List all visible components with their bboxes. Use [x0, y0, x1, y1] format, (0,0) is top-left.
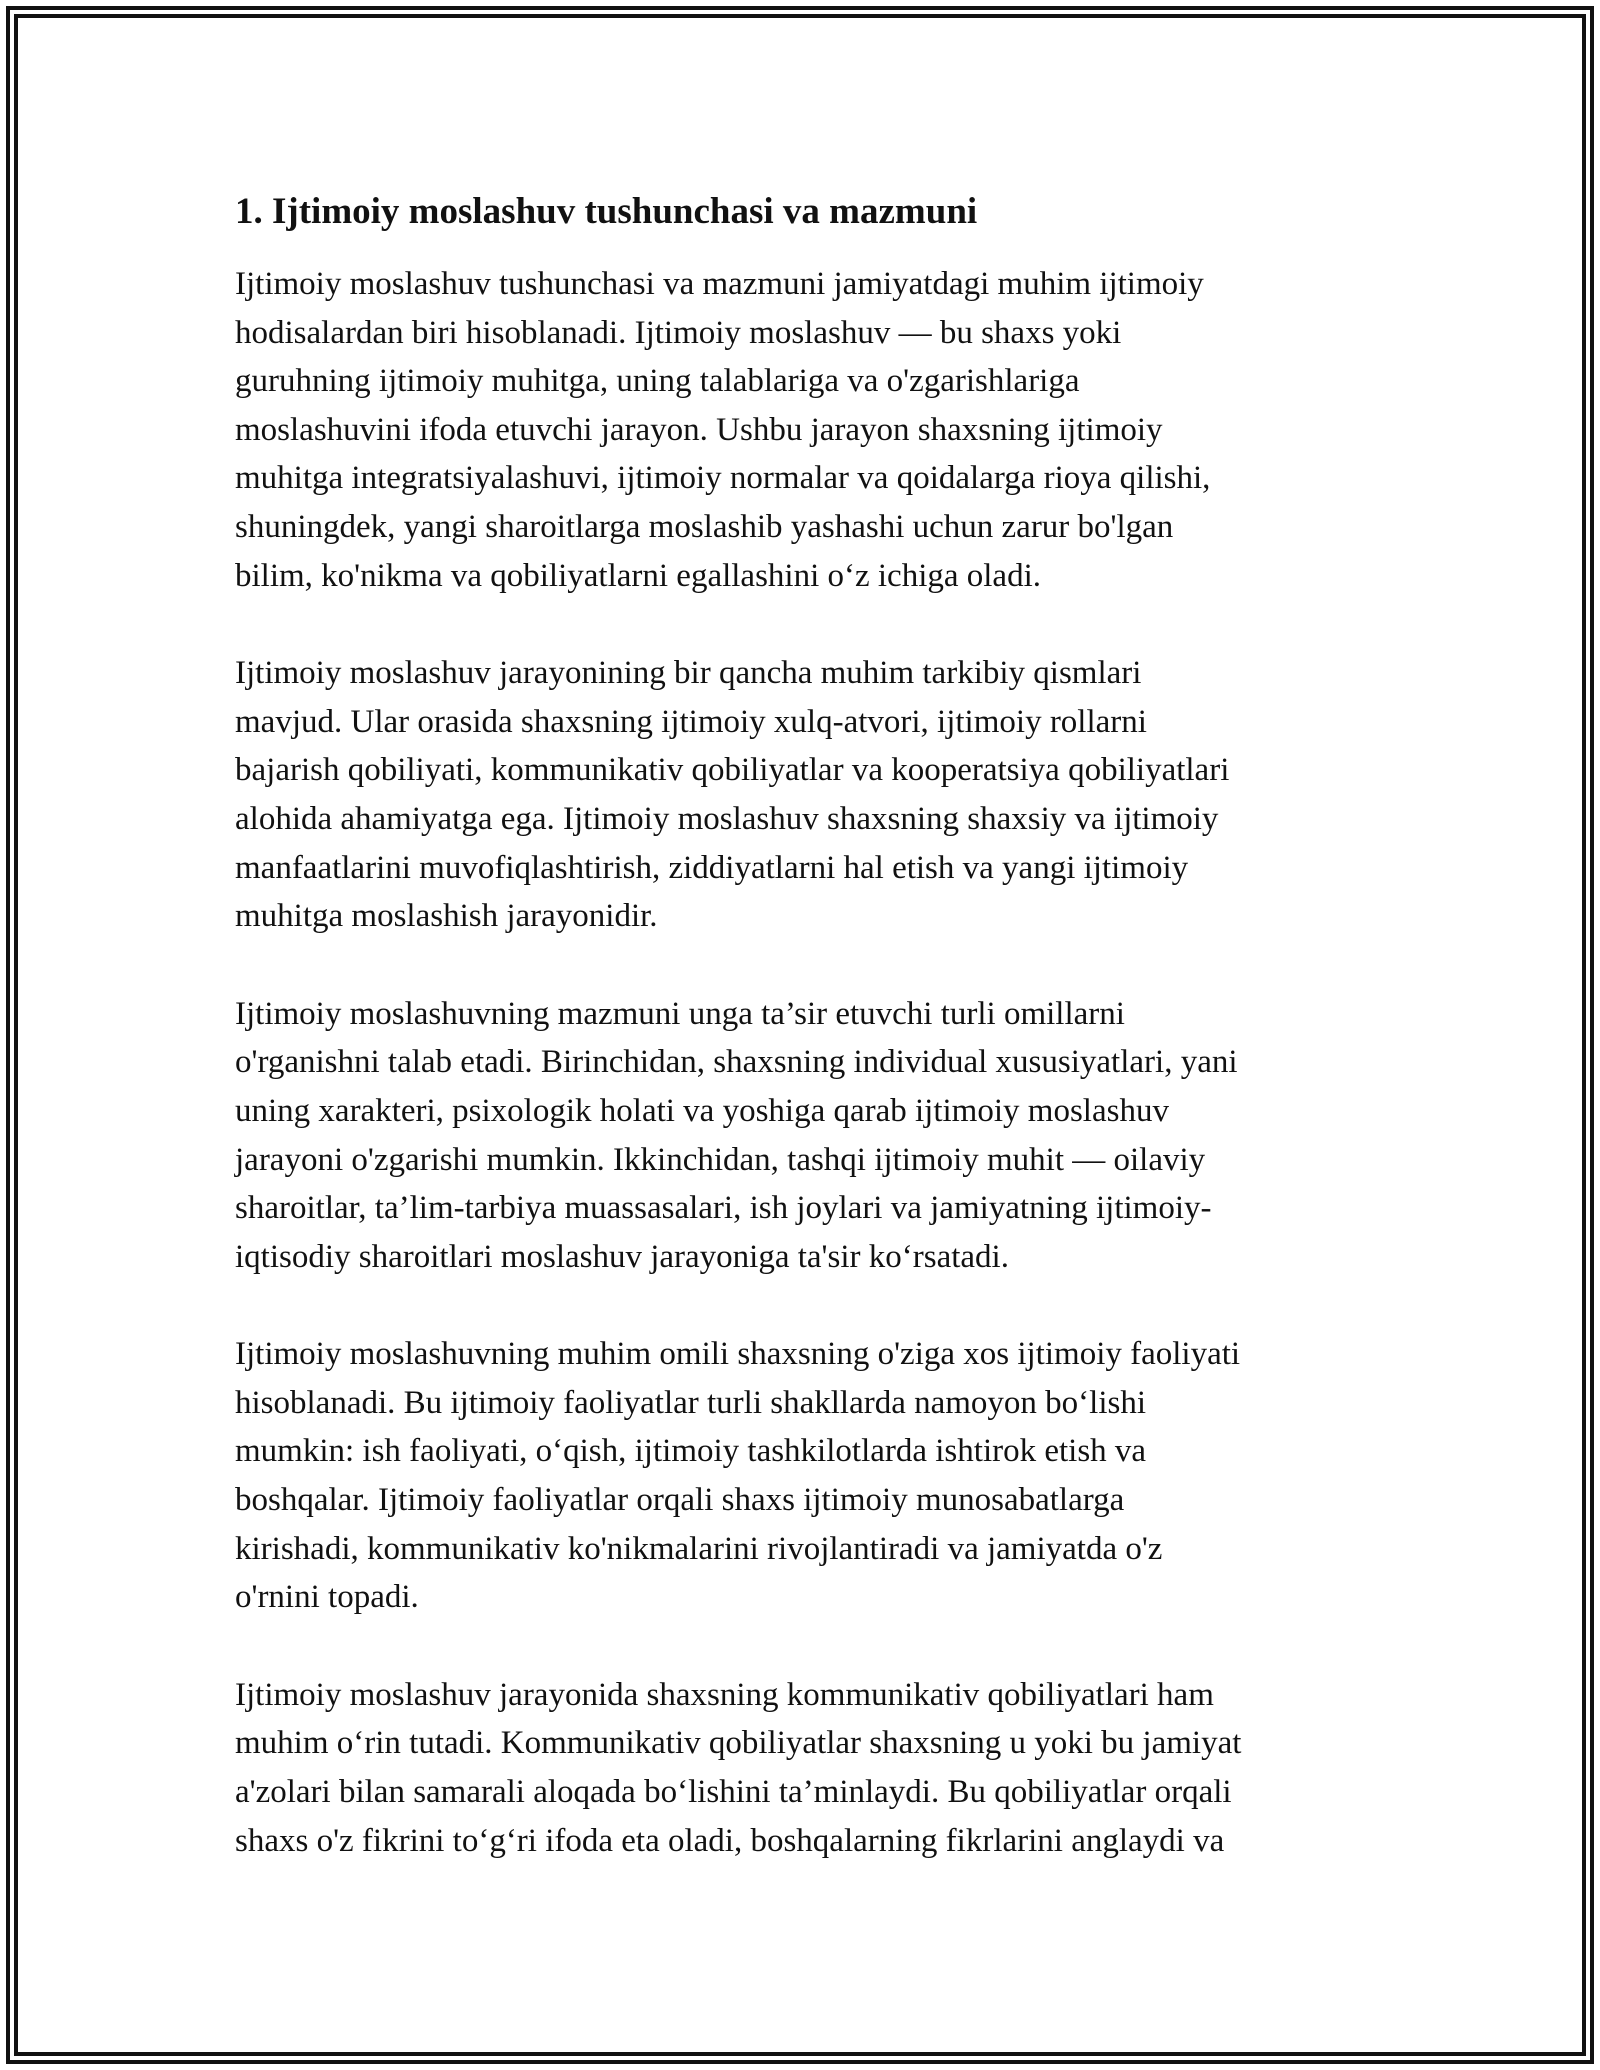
text-line: a'zolari bilan samarali aloqada boʻlishini ta’minlaydi. Bu qobiliyatlar orqali: [235, 1774, 1232, 1811]
paragraph-5: [235, 1671, 1365, 1865]
text-line: Ijtimoiy moslashuv jarayonining bir qancha muhim tarkibiy qismlari: [235, 655, 1142, 692]
paragraph-2: [235, 649, 1365, 941]
text-line: sharoitlar, ta’lim-tarbiya muassasalari, ish joylari va jamiyatning ijtimoiy-: [235, 1190, 1212, 1227]
paragraph-3: [235, 990, 1365, 1282]
text-line: bajarish qobiliyati, kommunikativ qobiliyatlar va kooperatsiya qobiliyatlari: [235, 752, 1230, 789]
section-heading: 1. Ijtimoiy moslashuv tushunchasi va mazmuni: [235, 191, 978, 232]
text-line: alohida ahamiyatga ega. Ijtimoiy moslashuv shaxsning shaxsiy va ijtimoiy: [235, 800, 1219, 837]
text-line: uning xarakteri, psixologik holati va yoshiga qarab ijtimoiy moslashuv: [235, 1092, 1169, 1129]
paragraph-4: [235, 1330, 1365, 1622]
text-line: o'rnini topadi.: [235, 1579, 419, 1616]
text-line: Ijtimoiy moslashuv jarayonida shaxsning kommunikativ qobiliyatlari ham: [235, 1676, 1214, 1713]
text-line: Ijtimoiy moslashuvning muhim omili shaxsning o'ziga xos ijtimoiy faoliyati: [235, 1336, 1241, 1373]
text-line: manfaatlarini muvofiqlashtirish, ziddiyatlarni hal etish va yangi ijtimoiy: [235, 849, 1189, 886]
text-line: boshqalar. Ijtimoiy faoliyatlar orqali shaxs ijtimoiy munosabatlarga: [235, 1482, 1125, 1519]
text-line: muhitga moslashish jarayonidir.: [235, 898, 658, 935]
paragraph-1: [235, 260, 1365, 600]
text-line: jarayoni o'zgarishi mumkin. Ikkinchidan, tashqi ijtimoiy muhit — oilaviy: [235, 1141, 1206, 1178]
text-line: mavjud. Ular orasida shaxsning ijtimoiy xulq-atvori, ijtimoiy rollarni: [235, 703, 1147, 740]
text-line: muhitga integratsiyalashuvi, ijtimoiy normalar va qoidalarga rioya qilishi,: [235, 460, 1211, 497]
document-body: [235, 186, 1365, 1914]
text-line: Ijtimoiy moslashuvning mazmuni unga ta’sir etuvchi turli omillarni: [235, 995, 1125, 1032]
text-line: moslashuvini ifoda etuvchi jarayon. Ushbu jarayon shaxsning ijtimoiy: [235, 411, 1163, 448]
text-line: kirishadi, kommunikativ ko'nikmalarini rivojlantiradi va jamiyatda o'z: [235, 1530, 1163, 1567]
text-line: guruhning ijtimoiy muhitga, uning talablariga va o'zgarishlariga: [235, 363, 1080, 400]
text-line: mumkin: ish faoliyati, oʻqish, ijtimoiy tashkilotlarda ishtirok etish va: [235, 1433, 1147, 1470]
text-line: muhim oʻrin tutadi. Kommunikativ qobiliyatlar shaxsning u yoki bu jamiyat: [235, 1725, 1242, 1762]
text-line: hisoblanadi. Bu ijtimoiy faoliyatlar turli shakllarda namoyon boʻlishi: [235, 1384, 1147, 1421]
text-line: Ijtimoiy moslashuv tushunchasi va mazmuni jamiyatdagi muhim ijtimoiy: [235, 266, 1204, 302]
text-line: hodisalardan biri hisoblanadi. Ijtimoiy moslashuv — bu shaxs yoki: [235, 314, 1122, 351]
text-line: bilim, ko'nikma va qobiliyatlarni egallashini oʻz ichiga oladi.: [235, 557, 1042, 594]
text-line: iqtisodiy sharoitlari moslashuv jarayoniga ta'sir koʻrsatadi.: [235, 1238, 1009, 1275]
text-line: shaxs o'z fikrini toʻgʻri ifoda eta oladi, boshqalarning fikrlarini anglaydi va: [235, 1822, 1225, 1859]
text-line: o'rganishni talab etadi. Birinchidan, shaxsning individual xususiyatlari, yani: [235, 1044, 1238, 1081]
text-line: shuningdek, yangi sharoitlarga moslashib yashashi uchun zarur bo'lgan: [235, 508, 1174, 545]
